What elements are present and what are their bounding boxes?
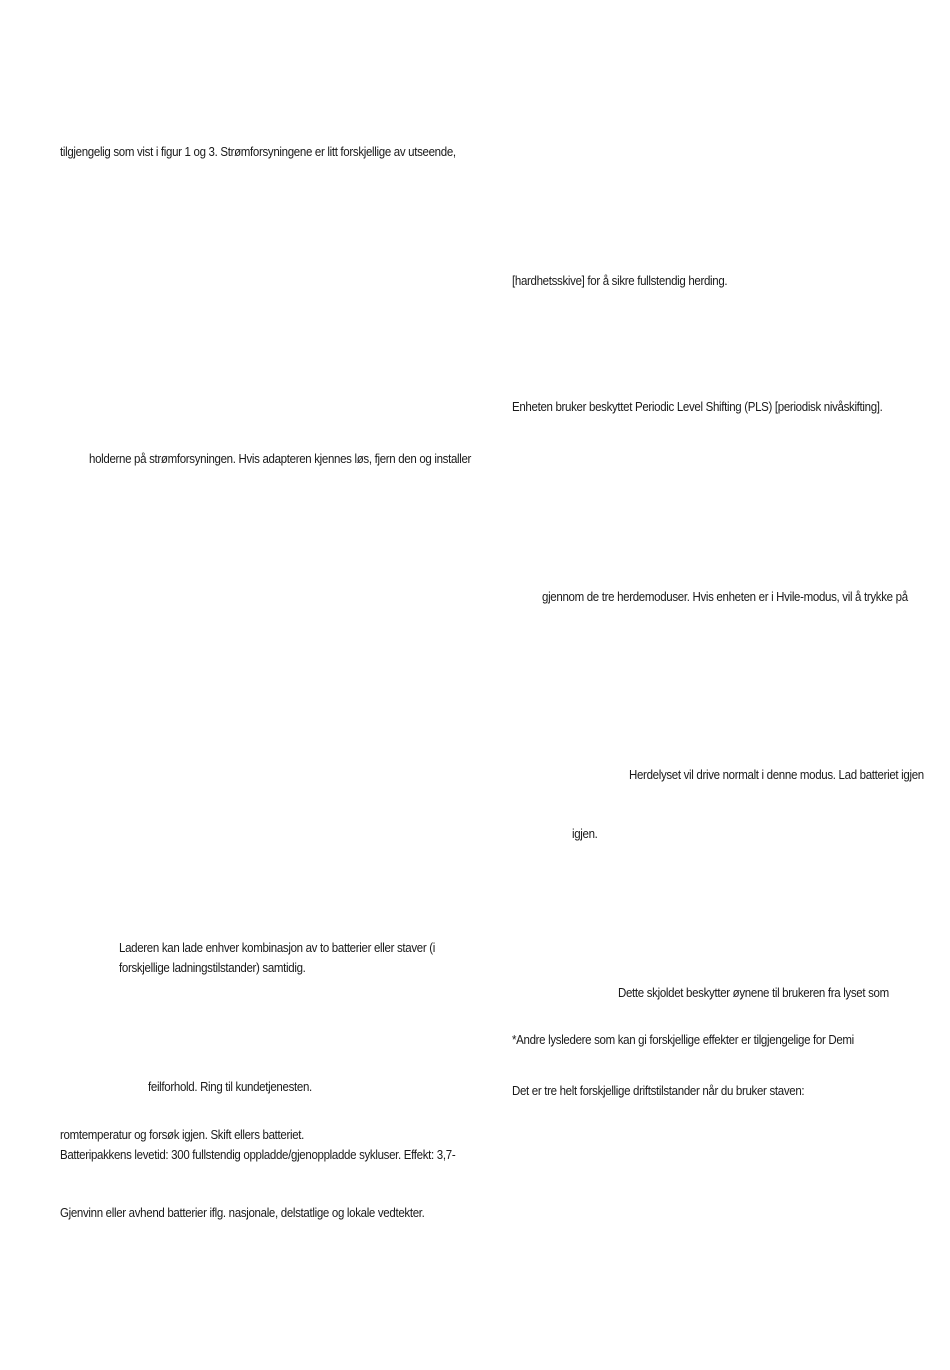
left-text-line-4: forskjellige ladningstilstander) samtidig. (119, 961, 306, 975)
right-text-line-2: Enheten bruker beskyttet Periodic Level Shifting (PLS) [periodisk nivåskifting]. (512, 400, 883, 414)
left-text-line-8: Gjenvinn eller avhend batterier iflg. nasjonale, delstatlige og lokale vedtekter. (60, 1206, 425, 1220)
left-text-line-7: Batteripakkens levetid: 300 fullstendig oppladde/gjenoppladde sykluser. Effekt: 3,7- (60, 1148, 456, 1162)
right-text-line-6: Dette skjoldet beskytter øynene til brukeren fra lyset som (618, 986, 889, 1000)
right-text-line-7: *Andre lysledere som kan gi forskjellige effekter er tilgjengelige for Demi (512, 1033, 854, 1047)
left-text-line-6: romtemperatur og forsøk igjen. Skift ellers batteriet. (60, 1128, 305, 1142)
right-text-line-4: Herdelyset vil drive normalt i denne modus. Lad batteriet igjen (629, 768, 924, 782)
right-text-line-1: [hardhetsskive] for å sikre fullstendig herding. (512, 274, 728, 288)
left-text-line-3: Laderen kan lade enhver kombinasjon av to batterier eller staver (i (119, 941, 435, 955)
left-text-line-5: feilforhold. Ring til kundetjenesten. (148, 1080, 312, 1094)
left-text-line-1: tilgjengelig som vist i figur 1 og 3. Strømforsyningene er litt forskjellige av utseende, (60, 145, 456, 159)
right-text-line-5: igjen. (572, 827, 598, 841)
right-text-line-3: gjennom de tre herdemoduser. Hvis enheten er i Hvile-modus, vil å trykke på (542, 590, 908, 604)
left-text-line-2: holderne på strømforsyningen. Hvis adapteren kjennes løs, fjern den og installer (89, 452, 472, 466)
right-text-line-8: Det er tre helt forskjellige driftstilstander når du bruker staven: (512, 1084, 805, 1098)
